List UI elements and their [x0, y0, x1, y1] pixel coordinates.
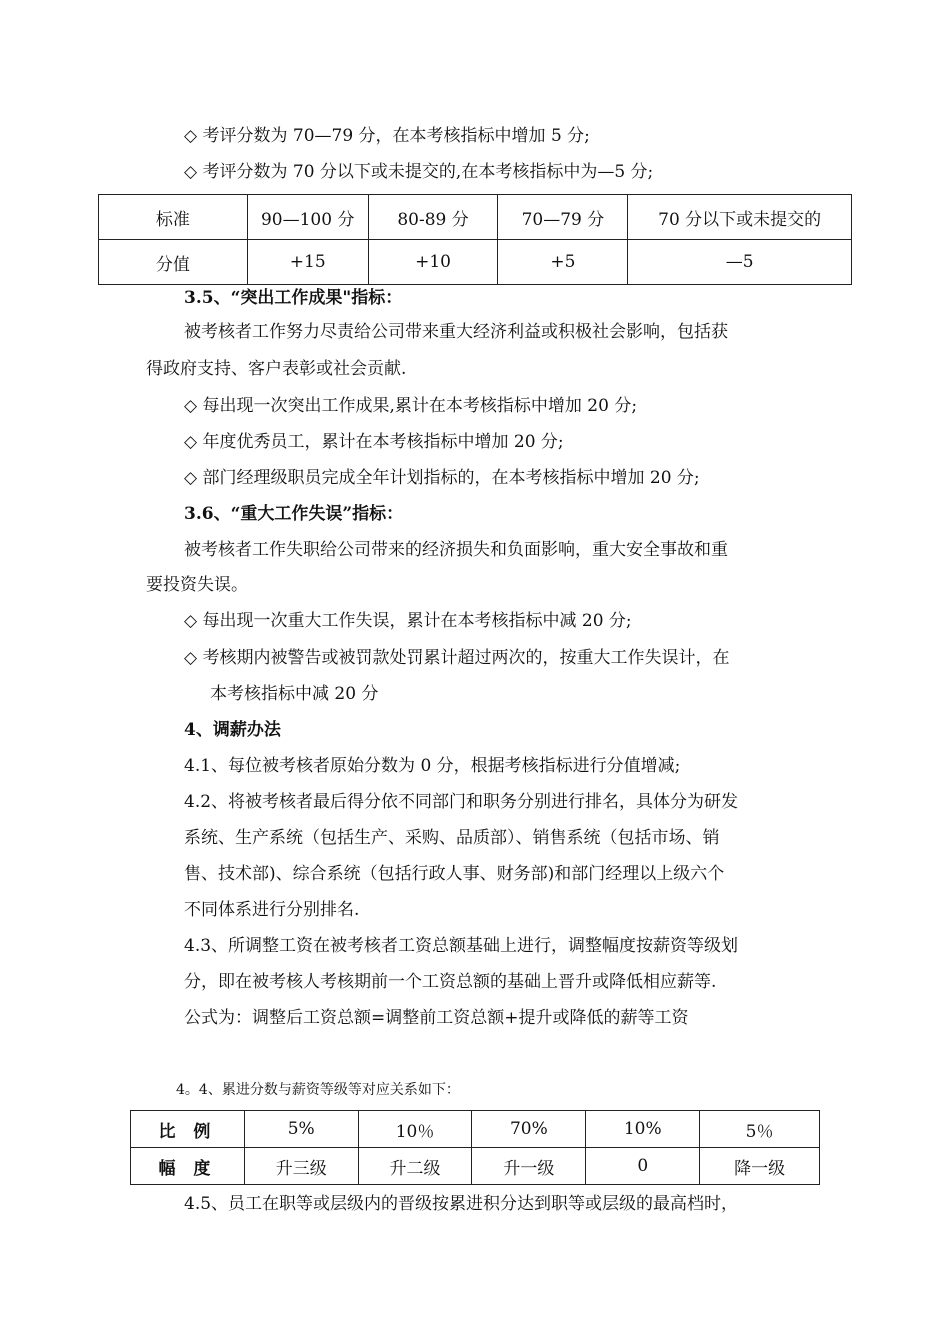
salary-grade-table	[130, 1110, 820, 1185]
bullet-line: ◇ 年度优秀员工，累计在本考核指标中增加 20 分;	[184, 432, 564, 452]
bullet-line: ◇ 每出现一次重大工作失误，累计在本考核指标中减 20 分;	[184, 611, 632, 631]
paragraph-line: 要投资失误。	[146, 575, 248, 595]
paragraph-line: 不同体系进行分别排名.	[184, 900, 360, 920]
paragraph-line: 分，即在被考核人考核期前一个工资总额的基础上晋升或降低相应薪等.	[184, 972, 717, 992]
table-cell: 标准	[99, 195, 248, 240]
paragraph-line: 4.1、每位被考核者原始分数为 0 分，根据考核指标进行分值增减;	[184, 756, 681, 776]
table-cell: 70—79 分	[498, 195, 628, 240]
table-row	[99, 240, 852, 285]
table-cell: +10	[368, 240, 498, 285]
bullet-line: 本考核指标中减 20 分	[210, 684, 379, 704]
table-cell: 升三级	[244, 1148, 358, 1185]
paragraph-line: 系统、生产系统（包括生产、采购、品质部）、销售系统（包括市场、销	[184, 828, 720, 848]
table-cell: 80-89 分	[368, 195, 498, 240]
table-cell: 升一级	[472, 1148, 586, 1185]
bullet-line: ◇ 部门经理级职员完成全年计划指标的，在本考核指标中增加 20 分;	[184, 468, 700, 488]
bullet-line: ◇ 每出现一次突出工作成果,累计在本考核指标中增加 20 分;	[184, 396, 638, 416]
paragraph-line: 售、技术部)、综合系统（包括行政人事、财务部)和部门经理以上级六个	[184, 864, 725, 884]
section-heading: 3.6、“重大工作失误”指标：	[184, 504, 404, 524]
section-heading: 4、调薪办法	[184, 720, 281, 740]
paragraph-line: 4.5、员工在职等或层级内的晋级按累进积分达到职等或层级的最高档时，	[184, 1194, 739, 1214]
paragraph-line: 4.2、将被考核者最后得分依不同部门和职务分别进行排名，具体分为研发	[184, 792, 739, 812]
table-cell: —5	[628, 240, 852, 285]
table-cell: 10%	[586, 1111, 700, 1148]
paragraph-line: 被考核者工作努力尽责给公司带来重大经济利益或积极社会影响，包括获	[184, 322, 728, 342]
table-row	[99, 195, 852, 240]
table-cell: 90—100 分	[247, 195, 368, 240]
score-table	[98, 194, 852, 285]
table-cell: 升二级	[358, 1148, 472, 1185]
table-cell: 0	[586, 1148, 700, 1185]
table-cell: 分值	[99, 240, 248, 285]
table-cell: 70 分以下或未提交的	[628, 195, 852, 240]
bullet-line: ◇ 考评分数为 70—79 分，在本考核指标中增加 5 分;	[184, 126, 590, 146]
table-cell: 70%	[472, 1111, 586, 1148]
section-heading: 3.5、“突出工作成果"指标：	[184, 288, 403, 308]
table-cell: 5%	[244, 1111, 358, 1148]
table-row	[131, 1111, 820, 1148]
bullet-line: ◇ 考评分数为 70 分以下或未提交的,在本考核指标中为—5 分;	[184, 162, 654, 182]
table-cell: 降一级	[700, 1148, 820, 1185]
table-cell: 10％	[358, 1111, 472, 1148]
paragraph-line: 被考核者工作失职给公司带来的经济损失和负面影响，重大安全事故和重	[184, 540, 728, 560]
table-cell: 5％	[700, 1111, 820, 1148]
table-cell: +15	[247, 240, 368, 285]
paragraph-line: 得政府支持、客户表彰或社会贡献.	[146, 359, 407, 379]
table-cell: +5	[498, 240, 628, 285]
formula-line: 公式为：调整后工资总额=调整前工资总额+提升或降低的薪等工资	[184, 1008, 689, 1028]
table-cell: 比 例	[131, 1111, 245, 1148]
paragraph-line: 4。4、累进分数与薪资等级等对应关系如下：	[176, 1082, 460, 1098]
table-cell: 幅 度	[131, 1148, 245, 1185]
bullet-line: ◇ 考核期内被警告或被罚款处罚累计超过两次的，按重大工作失误计，在	[184, 648, 730, 668]
table-row	[131, 1148, 820, 1185]
paragraph-line: 4.3、所调整工资在被考核者工资总额基础上进行，调整幅度按薪资等级划	[184, 936, 739, 956]
